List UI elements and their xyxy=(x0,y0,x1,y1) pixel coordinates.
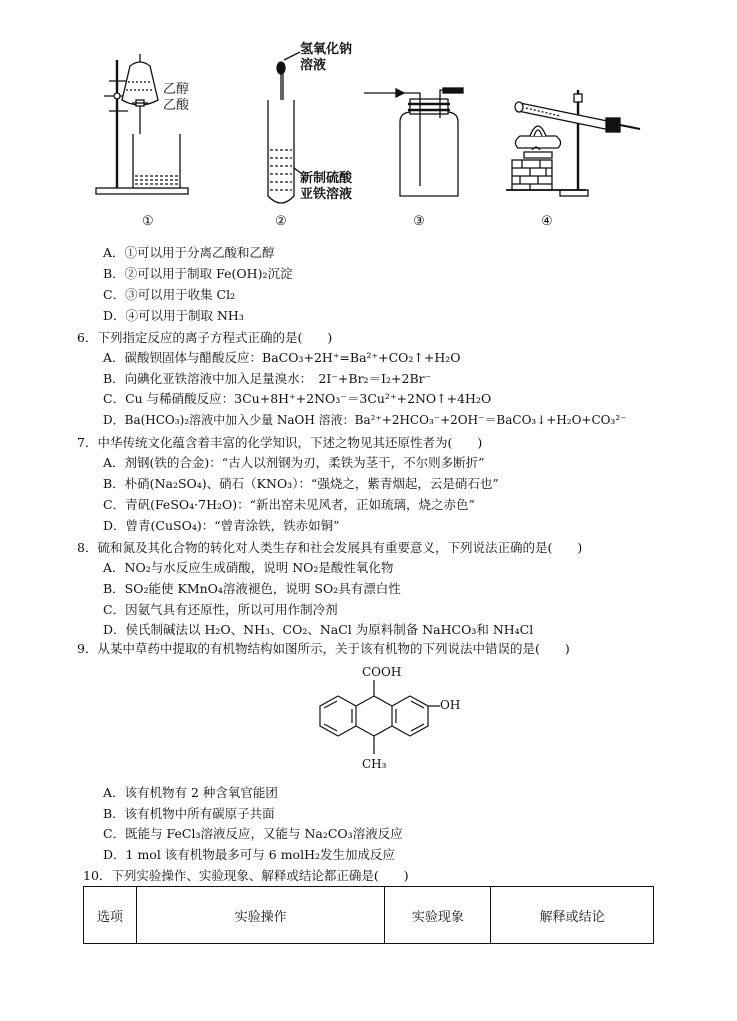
q6-option-d: D．Ba(HCO₃)₂溶液中加入少量 NaOH 溶液：Ba²⁺+2HCO₃⁻+2OH⁻＝BaCO₃↓+H₂O+CO₃²⁻ xyxy=(103,413,627,427)
q7-stem: 7．中华传统文化蕴含着丰富的化学知识，下述之物见其还原性者为( ) xyxy=(77,435,483,450)
q7-option-c: C．青矾(FeSO₄·7H₂O)：“新出窑未见风者，正如琉璃，烧之赤色” xyxy=(103,497,475,512)
table-header-row xyxy=(84,887,654,944)
structure-label-oh: OH xyxy=(440,698,461,712)
q6-option-b: B．向碘化亚铁溶液中加入足量溴水： 2I⁻+Br₂＝I₂+2Br⁻ xyxy=(103,371,432,386)
q5-option-c: C．③可以用于收集 Cl₂ xyxy=(103,287,236,302)
q8-option-d: D．侯氏制碱法以 H₂O、NH₃、CO₂、NaCl 为原料制备 NaHCO₃和 NH₄Cl xyxy=(103,622,534,637)
figure-2-label-fresh-ferrous: 新制硫酸 xyxy=(300,171,353,186)
figure-1-label-acetic-acid: 乙酸 xyxy=(163,98,190,113)
figure-4-number: ④ xyxy=(541,214,553,229)
header-operation: 实验操作 xyxy=(136,887,385,944)
figure-3-gas-bottle xyxy=(364,88,463,196)
q8-option-b: B．SO₂能使 KMnO₄溶液褪色，说明 SO₂具有漂白性 xyxy=(103,581,401,596)
structure-label-cooh: COOH xyxy=(362,665,402,679)
q9-stem: 9．从某中草药中提取的有机物结构如图所示，关于该有机物的下列说法中错误的是( ) xyxy=(77,641,570,656)
header-conclusion: 解释或结论 xyxy=(491,887,654,944)
q9-option-d: D．1 mol 该有机物最多可与 6 molH₂发生加成反应 xyxy=(103,847,395,862)
figure-2-label-solution: 溶液 xyxy=(300,58,327,73)
q7-option-a: A．剂钢(铁的合金)：“古人以剂钢为刃，柔铁为茎干，不尔则多断折” xyxy=(103,455,485,470)
q10-stem: 10．下列实验操作、实验现象、解释或结论都正确是( ) xyxy=(83,868,409,883)
figure-1-separatory-funnel xyxy=(96,54,188,194)
q7-option-d: D．曾青(CuSO₄)：“曾青涂铁，铁赤如铜” xyxy=(103,518,340,533)
figure-1-number: ① xyxy=(142,214,154,229)
header-option: 选项 xyxy=(84,887,137,944)
q8-option-c: C．因氨气具有还原性，所以可用作制冷剂 xyxy=(103,602,338,617)
q9-option-c: C．既能与 FeCl₃溶液反应，又能与 Na₂CO₃溶液反应 xyxy=(103,826,403,841)
chemical-structure xyxy=(300,662,470,777)
q6-option-a: A．碳酸钡固体与醋酸反应：BaCO₃+2H⁺=Ba²⁺+CO₂↑+H₂O xyxy=(103,350,461,365)
q6-stem: 6．下列指定反应的离子方程式正确的是( ) xyxy=(77,330,333,345)
q8-stem: 8．硫和氮及其化合物的转化对人类生存和社会发展具有重要意义，下列说法正确的是( ) xyxy=(77,540,583,555)
q5-option-a: A．①可以用于分离乙酸和乙醇 xyxy=(103,245,275,260)
figure-2-label-naoh: 氢氧化钠 xyxy=(300,42,353,57)
header-phenomenon: 实验现象 xyxy=(385,887,491,944)
figure-2-test-tube xyxy=(268,52,302,203)
figure-1-label-ethanol: 乙醇 xyxy=(163,82,190,97)
figure-3-number: ③ xyxy=(413,214,425,229)
q5-option-b: B．②可以用于制取 Fe(OH)₂沉淀 xyxy=(103,266,293,281)
structure-label-ch3: CH₃ xyxy=(362,757,387,771)
apparatus-drawing xyxy=(0,0,737,240)
q7-option-b: B．朴硝(Na₂SO₄)、硝石（KNO₃）：“强烧之，紫青烟起，云是硝石也” xyxy=(103,476,499,491)
experiment-table xyxy=(83,886,654,944)
q9-option-a: A．该有机物有 2 种含氧官能团 xyxy=(103,785,278,800)
figure-2-number: ② xyxy=(275,214,287,229)
q5-option-d: D．④可以用于制取 NH₃ xyxy=(103,308,244,323)
q6-option-c: C．Cu 与稀硝酸反应：3Cu+8H⁺+2NO₃⁻＝3Cu²⁺+2NO↑+4H₂O xyxy=(103,391,492,406)
apparatus-figures xyxy=(0,0,737,240)
figure-2-label-ferrous-solution: 亚铁溶液 xyxy=(300,187,353,202)
figure-4-heating-setup xyxy=(506,90,640,196)
q9-option-b: B．该有机物中所有碳原子共面 xyxy=(103,806,275,821)
q8-option-a: A．NO₂与水反应生成硝酸，说明 NO₂是酸性氧化物 xyxy=(103,560,394,575)
